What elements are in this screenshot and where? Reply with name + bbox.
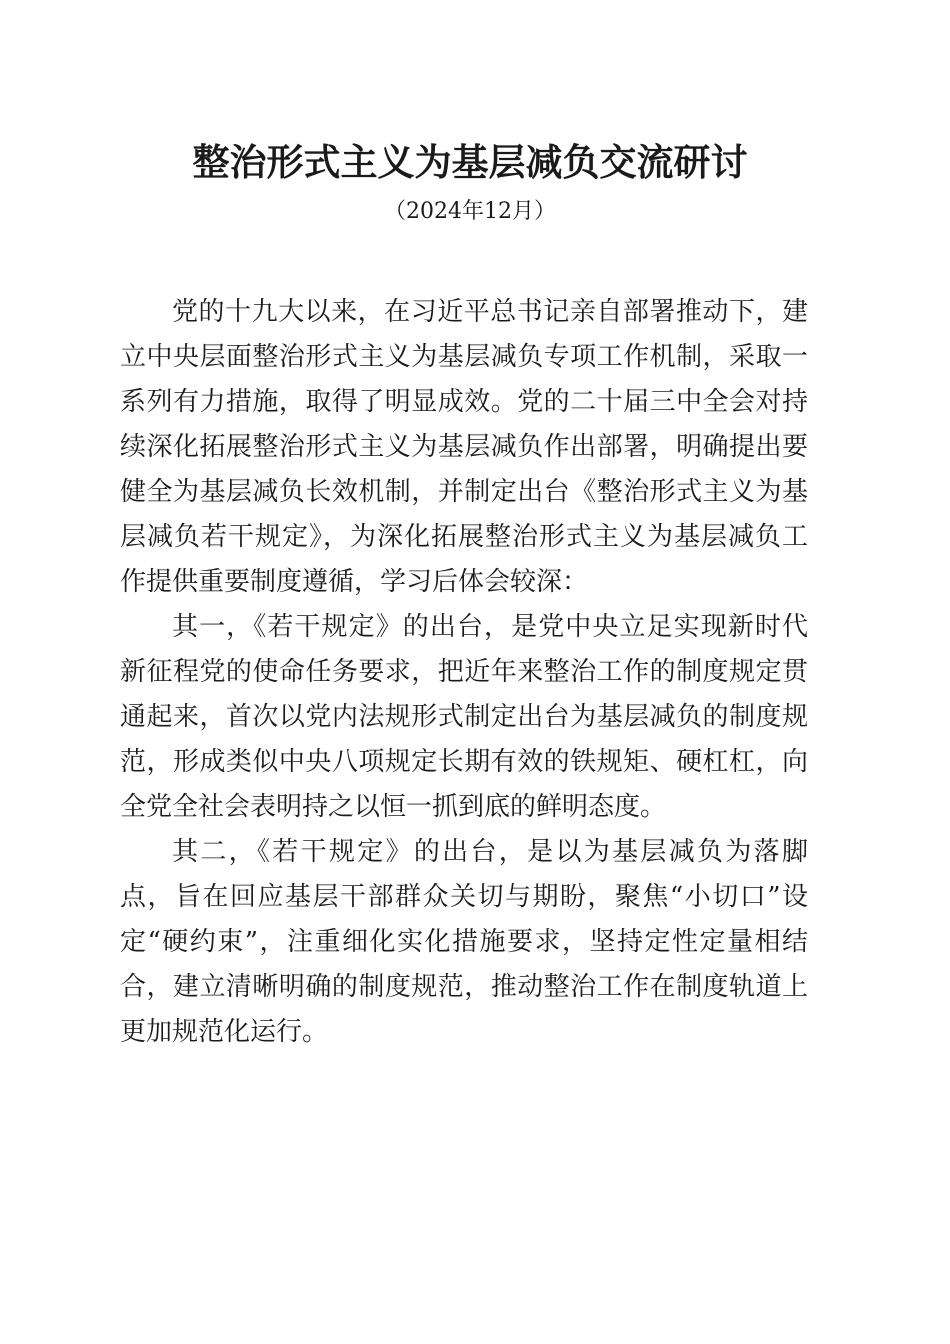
document-date: （2024年12月） <box>384 199 556 224</box>
paragraph-intro: 党的十九大以来，在习近平总书记亲自部署推动下，建立中央层面整治形式主义为基层减负专项工作机制，采取一系列有力措施，取得了明显成效。党的二十届三中全会对持续深化拓展整治形式主义为基层减负作出部署，明确提出要健全为基层减负长效机制，并制定出台《整治形式主义为基层减负若干规定》，为深化拓展整治形式主义为基层减负工作提供重要制度遵循，学习后体会较深： <box>120 297 808 597</box>
document-title: 整治形式主义为基层减负交流研讨 <box>192 140 748 184</box>
paragraph-first: 其一，《若干规定》的出台，是党中央立足实现新时代新征程党的使命任务要求，把近年来整治工作的制度规定贯通起来，首次以党内法规形式制定出台为基层减负的制度规范，形成类似中央八项规定长期有效的铁规矩、硬杠杠，向全党全社会表明持之以恒一抓到底的鲜明态度。 <box>120 612 808 822</box>
document-body <box>120 290 808 1055</box>
paragraph-second: 其二，《若干规定》的出台，是以为基层减负为落脚点，旨在回应基层干部群众关切与期盼，聚焦“小切口”设定“硬约束”，注重细化实化措施要求，坚持定性定量相结合，建立清晰明确的制度规范，推动整治工作在制度轨道上更加规范化运行。 <box>120 837 808 1047</box>
